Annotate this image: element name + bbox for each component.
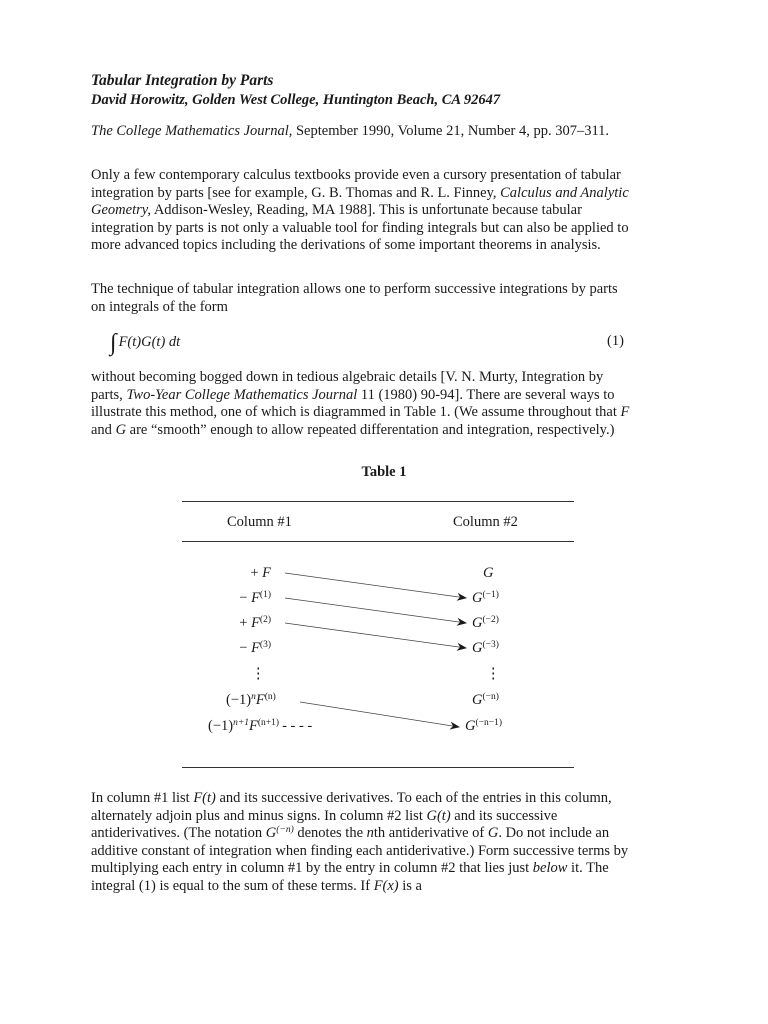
col2-row-n-plus-1: $G^{(-n-1)}$ — [465, 718, 503, 734]
p3-text-d: are “smooth” enough to allow repeated differentation and integration, respectively.) — [126, 421, 615, 438]
p3-F: F — [620, 404, 630, 420]
col2-vdots: ⋮ — [486, 666, 501, 682]
citation-details: September 1990, Volume 21, Number 4, pp. 307–311. — [292, 123, 610, 139]
col2-row-4: $G^{(-3)}$ — [472, 640, 499, 656]
citation-journal: The College Mathematics Journal, — [91, 123, 293, 139]
p1-text-a: Only a few contemporary calculus textbooks provide even a cursory presentation of tabular integration by parts [see for example, G. B. Thomas and R. L. Finney, — [91, 167, 621, 201]
p3-text-b: 11 (1980) 90-94]. There are several ways to illustrate this method, one of which is diagrammed in Table 1. (We assume throughout that — [91, 386, 621, 420]
p3-text-a: without becoming bogged down in tedious algebraic details [V. N. Murty, Integration by parts, — [91, 369, 604, 403]
col2-row-n: $G^{(-n)}$ — [472, 692, 499, 708]
arrow-4 — [300, 702, 459, 727]
p3-G: G — [115, 421, 127, 438]
col1-row-n: $(-1)^nF^{(n)}$ — [226, 692, 276, 708]
arrow-3 — [285, 623, 466, 648]
paragraph-technique: The technique of tabular integration allows one to perform successive integrations by parts on integrals of the form — [91, 281, 618, 315]
p3-journal: Two-Year College Mathematics Journal — [126, 386, 358, 403]
col1-vdots: ⋮ — [251, 666, 266, 682]
col2-row-2: $G^{(-1)}$ — [472, 590, 499, 606]
col1-row-4: − $F^{(3)}$ — [239, 640, 271, 656]
equation-expression: F(t)G(t) dt — [118, 334, 181, 350]
article-title: Tabular Integration by Parts — [91, 72, 274, 89]
integral-sign: ∫ — [110, 330, 117, 356]
paragraph-method: In column #1 list F(t) and its successive derivatives. To each of the entries in this column, alternately adjoin plus and minus signs. In column #2 list G(t) and its successive antiderivatives. (The notation $G^{(-n)}$ denotes the nth antiderivative of G. Do not include an additive constant of integration when finding each antiderivative.) Form successive terms by multiplying each entry in column #1 by the entry in column #2 that lies just below it. The integral (1) is equal to the sum of these terms. If F(x) is a — [91, 790, 629, 894]
arrow-1 — [285, 573, 466, 598]
col1-row-2: − $F^{(1)}$ — [239, 590, 271, 606]
author-line: David Horowitz, Golden West College, Huntington Beach, CA 92647 — [91, 92, 501, 108]
arrow-2 — [285, 598, 466, 623]
equation-number: (1) — [607, 333, 624, 349]
table-bottom-rule — [182, 767, 574, 768]
table-caption: Table 1 — [361, 464, 407, 480]
col1-row-1: + F — [250, 565, 271, 581]
p3-text-c: and — [91, 421, 116, 438]
col2-row-3: $G^{(-2)}$ — [472, 615, 499, 631]
column-2-header: Column #2 — [453, 514, 518, 530]
col1-row-3: + $F^{(2)}$ — [239, 615, 271, 631]
p1-book-title: Calculus and Analytic Geometry, — [91, 184, 629, 218]
col2-row-1: G — [483, 565, 494, 581]
column-1-header: Column #1 — [227, 514, 292, 530]
p1-text-b: Addison-Wesley, Reading, MA 1988]. This is unfortunate because tabular integration by parts is not only a valuable tool for finding integrals but can also be applied to more advanced topics including the derivations of some important theorems in analysis. — [91, 202, 629, 253]
col1-row-n-plus-1: $(-1)^{n+1}F^{(n+1)}$ - - - - — [208, 718, 313, 734]
